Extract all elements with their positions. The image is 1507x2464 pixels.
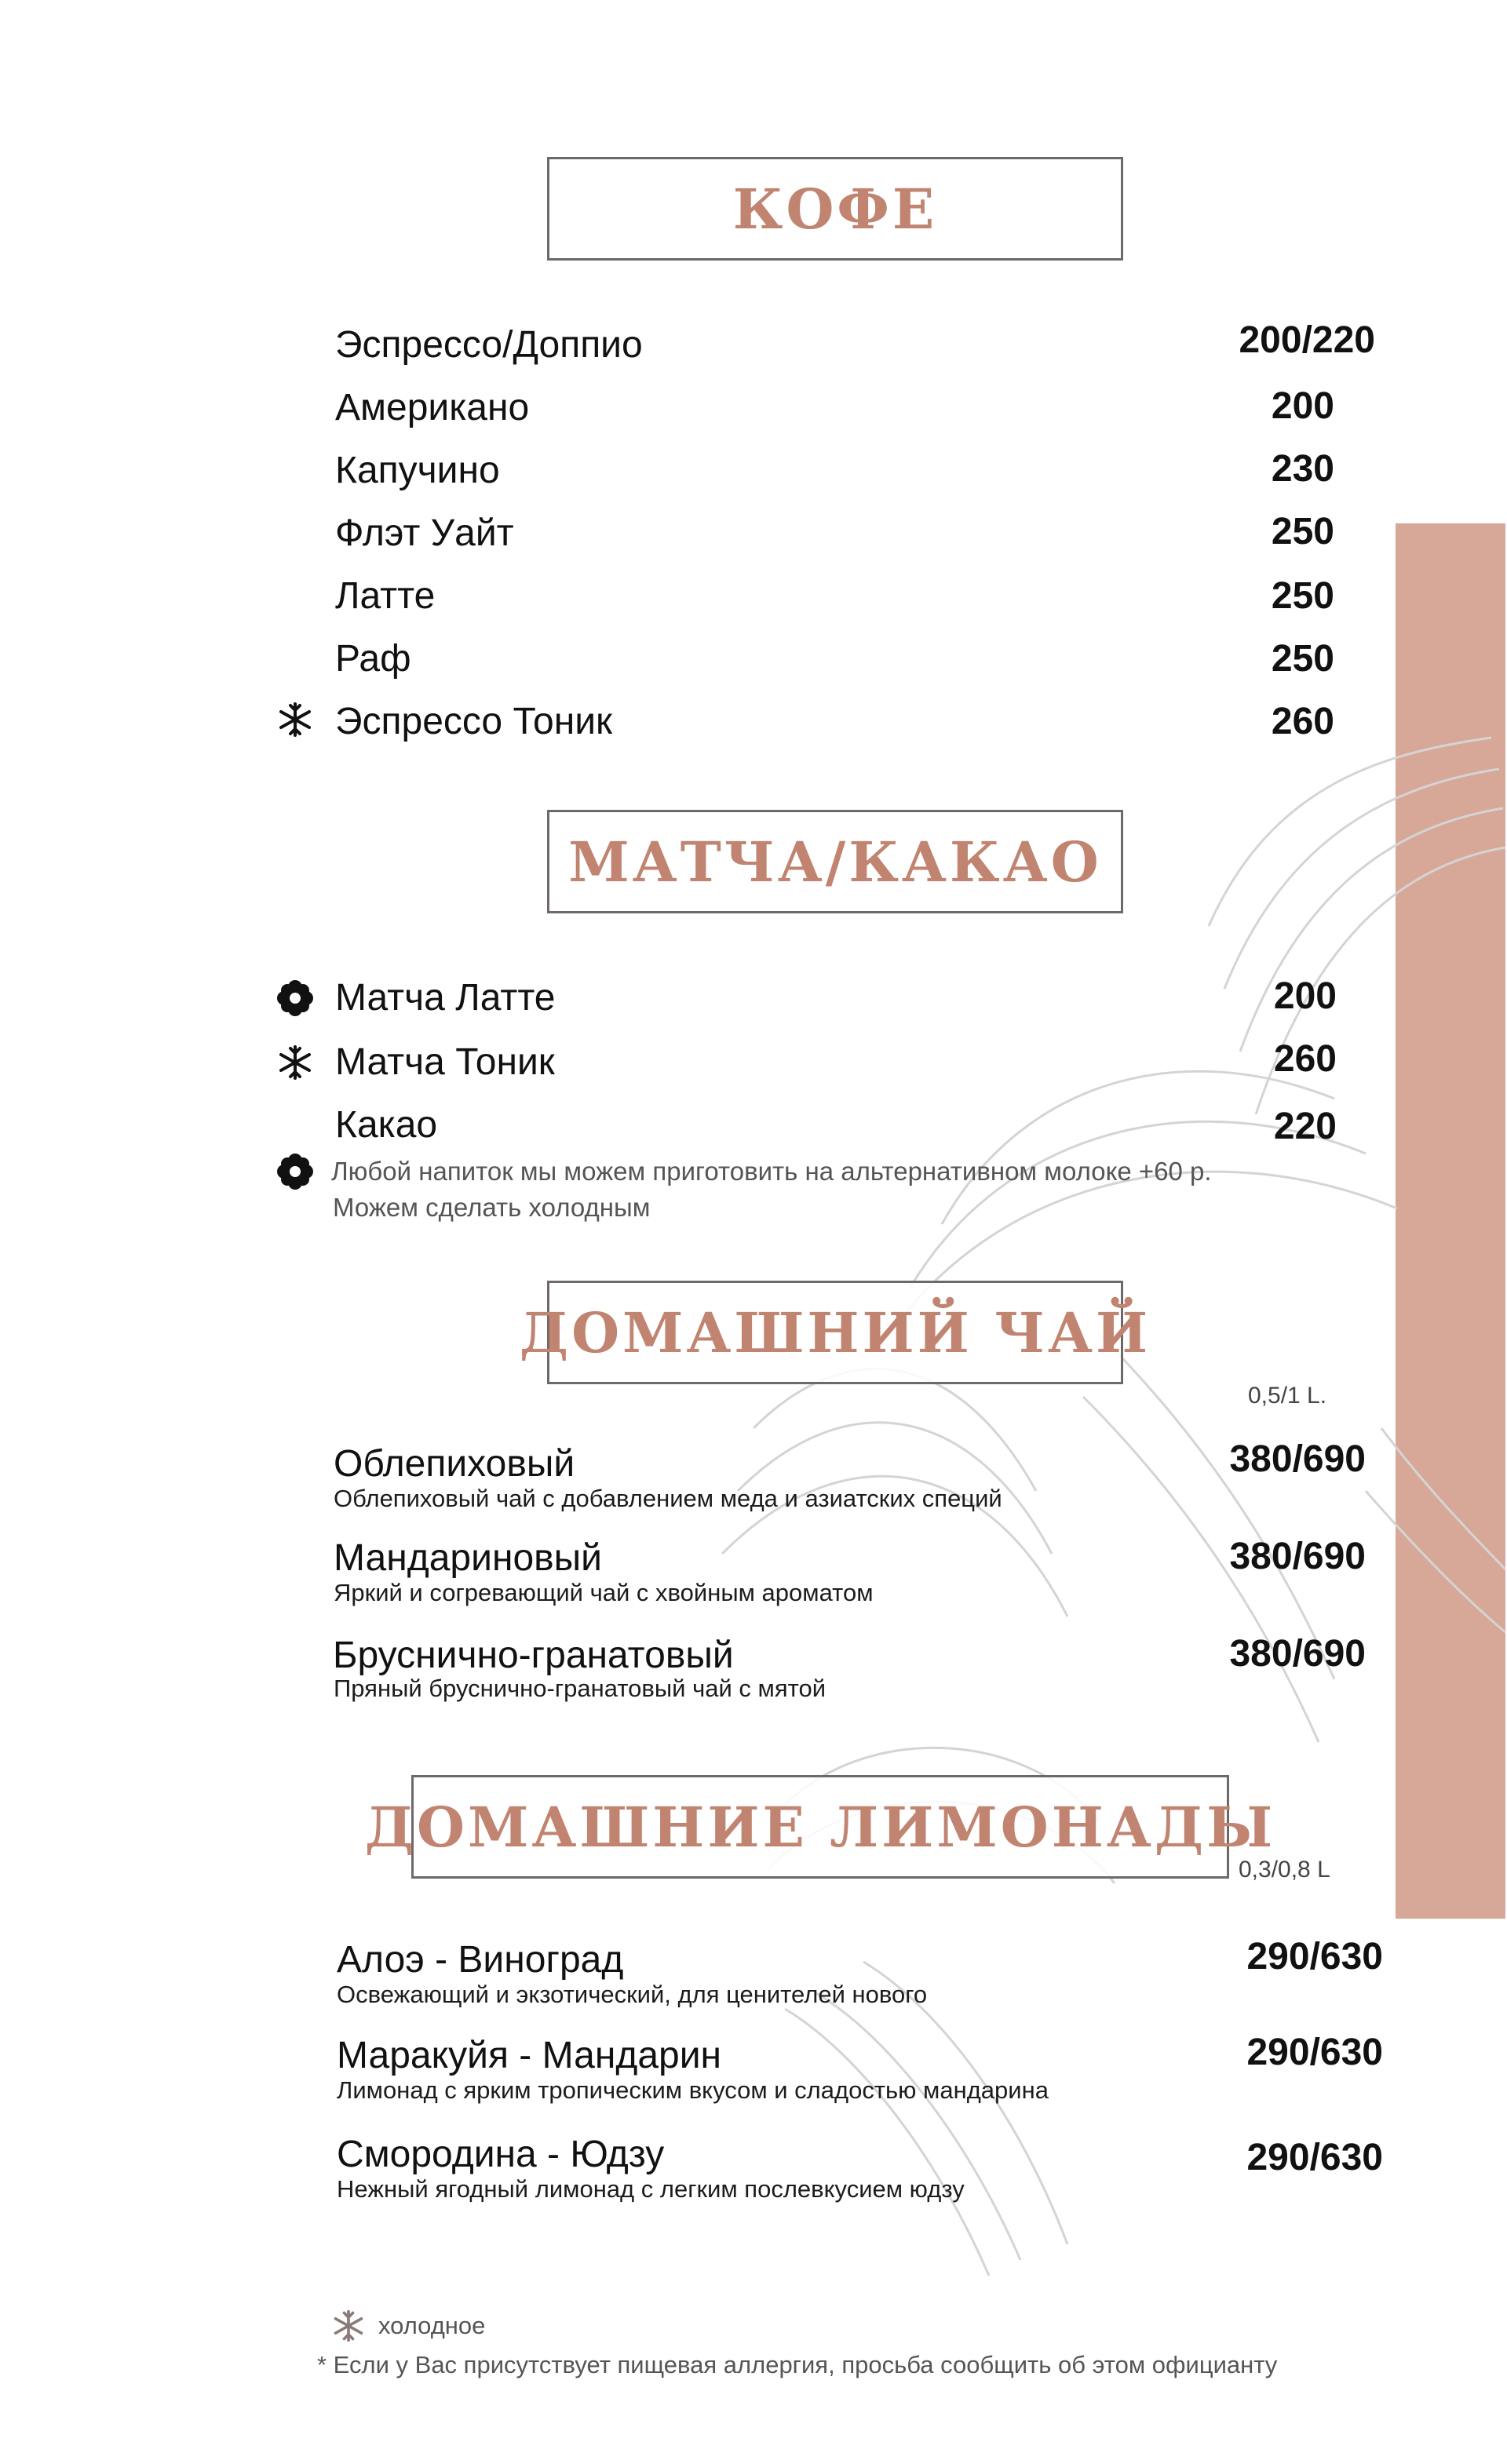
menu-item-price: 260 — [1273, 1038, 1337, 1080]
menu-item-price: 230 — [1271, 448, 1334, 490]
section-title-lemonades: ДОМАШНИЕ ЛИМОНАДЫ — [364, 1794, 1276, 1860]
menu-item-price: 290/630 — [1246, 1936, 1383, 1977]
menu-item-name: Эспрессо/Доппио — [335, 324, 643, 366]
section-header-tea — [519, 1281, 1151, 1384]
menu-item-name: Капучино — [335, 450, 500, 491]
section-title-coffee: КОФЕ — [732, 176, 938, 242]
snowflake-icon — [331, 2309, 366, 2343]
menu-item-price: 380/690 — [1229, 1536, 1366, 1577]
menu-item-name: Бруснично-гранатовый — [333, 1635, 734, 1676]
section-header-coffee — [547, 157, 1123, 261]
menu-item-name: Матча Латте — [335, 977, 556, 1019]
menu-item-name: Мандариновый — [334, 1537, 602, 1579]
snowflake-icon — [276, 1044, 314, 1081]
volume-label: 0,5/1 L. — [1248, 1383, 1327, 1409]
menu-item-price: 380/690 — [1229, 1438, 1366, 1480]
menu-item-price: 200 — [1271, 385, 1334, 427]
menu-item-price: 290/630 — [1246, 2032, 1383, 2073]
menu-item-price: 290/630 — [1246, 2137, 1383, 2178]
menu-item-name: Флэт Уайт — [335, 512, 514, 554]
cold-option-note: Можем сделать холодным — [333, 1193, 651, 1222]
section-title-tea: ДОМАШНИЙ ЧАЙ — [519, 1299, 1151, 1365]
menu-item-name: Американо — [335, 387, 530, 428]
flower-icon — [276, 979, 314, 1017]
decorative-band — [1396, 523, 1505, 1919]
menu-item-price: 260 — [1271, 701, 1334, 742]
menu-item-name: Маракуйя - Мандарин — [337, 2035, 722, 2076]
menu-item-price: 220 — [1273, 1106, 1337, 1147]
menu-item-name: Матча Тоник — [335, 1041, 555, 1083]
menu-item-name: Смородина - Юдзу — [337, 2134, 665, 2175]
menu-item-description: Освежающий и экзотический, для ценителей нового — [337, 1981, 928, 2008]
volume-label: 0,3/0,8 L — [1239, 1857, 1330, 1883]
section-header-matcha — [547, 810, 1123, 913]
menu-item-price: 200/220 — [1239, 319, 1375, 361]
section-title-matcha: МАТЧА/КАКАО — [568, 829, 1102, 895]
menu-item-description: Пряный бруснично-гранатовый чай с мятой — [334, 1675, 826, 1702]
menu-item-description: Облепиховый чай с добавлением меда и азиатских специй — [334, 1485, 1002, 1512]
menu-item-name: Какао — [335, 1104, 438, 1146]
menu-item-name: Алоэ - Виноград — [337, 1939, 624, 1981]
cold-legend-label: холодное — [378, 2312, 486, 2339]
menu-item-name: Раф — [335, 638, 411, 680]
menu-item-description: Лимонад с ярким тропическим вкусом и сладостью мандарина — [337, 2076, 1049, 2104]
flower-icon — [276, 1153, 314, 1190]
section-header-lemonades — [364, 1775, 1276, 1879]
menu-item-price: 250 — [1271, 575, 1334, 617]
menu-item-price: 250 — [1271, 638, 1334, 680]
snowflake-icon — [276, 701, 314, 738]
menu-item-description: Яркий и согревающий чай с хвойным ароматом — [334, 1579, 874, 1606]
menu-item-price: 200 — [1273, 975, 1337, 1017]
menu-item-name: Латте — [335, 575, 436, 617]
menu-item-price: 380/690 — [1229, 1633, 1366, 1675]
allergy-notice: * Если у Вас присутствует пищевая аллергия, просьба сообщить об этом официанту — [317, 2351, 1278, 2378]
menu-item-price: 250 — [1271, 511, 1334, 552]
menu-item-name: Облепиховый — [334, 1443, 575, 1485]
menu-item-description: Нежный ягодный лимонад с легким послевкусием юдзу — [337, 2175, 965, 2203]
alternative-milk-note: Любой напиток мы можем приготовить на альтернативном молоке +60 р. — [331, 1157, 1212, 1186]
menu-item-name: Эспрессо Тоник — [335, 701, 613, 742]
